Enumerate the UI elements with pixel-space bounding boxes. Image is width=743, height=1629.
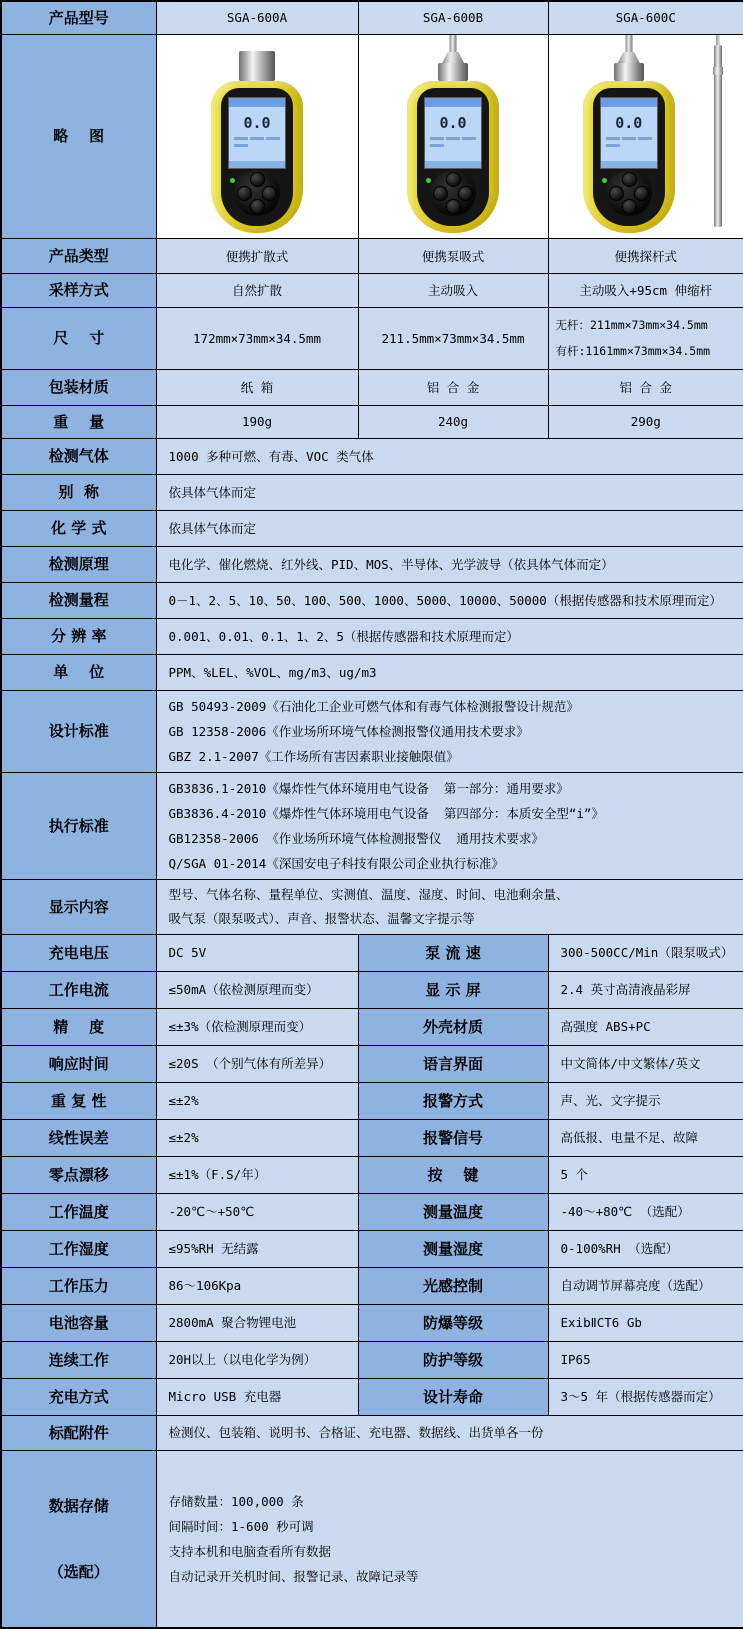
weight-a: 190g — [156, 405, 358, 438]
screen-header-bar — [425, 98, 481, 107]
spec-label-measure-humidity: 测量湿度 — [358, 1230, 548, 1267]
resolution-value: 0.001、0.01、0.1、1、2、5（根据传感器和技术原理而定） — [156, 618, 743, 654]
device-body — [407, 81, 499, 233]
device-image-sga-600a — [198, 37, 316, 235]
spec-label-alarm-mode: 报警方式 — [358, 1082, 548, 1119]
design-life-value: 3～5 年（根据传感器而定） — [548, 1378, 743, 1415]
screen-detail-rows — [601, 132, 657, 151]
response-time-value: ≤20S （个别气体有所差异） — [156, 1045, 358, 1082]
keypad-button — [634, 186, 649, 201]
work-current-value: ≤50mA（依检测原理而变） — [156, 971, 358, 1008]
screen-detail-rows — [229, 132, 285, 151]
explosion-proof-value: ExibⅡCT6 Gb — [548, 1304, 743, 1341]
screen-footer-bar — [425, 161, 481, 168]
model-name-c: SGA-600C — [548, 1, 743, 34]
sampling-a: 自然扩散 — [156, 273, 358, 307]
spec-label-gas: 检测气体 — [1, 438, 156, 474]
keypad-button — [250, 199, 265, 214]
spec-label-alias: 别 称 — [1, 474, 156, 510]
device-screen — [424, 97, 482, 169]
shell-material-value: 高强度 ABS+PC — [548, 1008, 743, 1045]
principle-value: 电化学、催化燃烧、红外线、PID、MOS、半导体、光学波导（依具体气体而定） — [156, 546, 743, 582]
keys-value: 5 个 — [548, 1156, 743, 1193]
keypad-button — [250, 172, 265, 187]
product-photo-cell-b — [358, 34, 548, 238]
rod-tip — [716, 34, 720, 45]
spec-label-sketch: 略 图 — [1, 34, 156, 238]
device-front-panel — [417, 88, 489, 226]
sensor-cap — [438, 63, 468, 81]
spec-label-design-standard: 设计标准 — [1, 690, 156, 772]
spec-label-repeatability: 重 复 性 — [1, 1082, 156, 1119]
size-b: 211.5mm×73mm×34.5mm — [358, 307, 548, 369]
keypad-button — [622, 172, 637, 187]
screen-reading: 0.0 — [439, 114, 467, 132]
product-type-a: 便携扩散式 — [156, 238, 358, 273]
design-standard-value: GB 50493-2009《石油化工企业可燃气体和有毒气体检测报警设计规范》 GB 12358-2006《作业场所环境气体检测报警仪通用技术要求》 GBZ 2.1-2007《工作场所有害因素职业接触限值》 — [156, 690, 743, 772]
spec-label-product-type: 产品类型 — [1, 238, 156, 273]
gas-value: 1000 多种可燃、有毒、VOC 类气体 — [156, 438, 743, 474]
spec-label-work-current: 工作电流 — [1, 971, 156, 1008]
screen-footer-bar — [601, 161, 657, 168]
keypad-button — [262, 186, 277, 201]
spec-label-range: 检测量程 — [1, 582, 156, 618]
spec-label-data-storage: 数据存储 （选配） — [1, 1450, 156, 1628]
work-humidity-value: ≤95%RH 无结露 — [156, 1230, 358, 1267]
spec-label-accuracy: 精 度 — [1, 1008, 156, 1045]
spec-label-unit: 单 位 — [1, 654, 156, 690]
pump-probe-tube — [450, 34, 457, 52]
probe-cone — [618, 52, 640, 63]
spec-label-explosion-proof: 防爆等级 — [358, 1304, 548, 1341]
screen-header-bar — [229, 98, 285, 107]
spec-label-alarm-signal: 报警信号 — [358, 1119, 548, 1156]
linearity-error-value: ≤±2% — [156, 1119, 358, 1156]
spec-label-principle: 检测原理 — [1, 546, 156, 582]
alarm-mode-value: 声、光、文字提示 — [548, 1082, 743, 1119]
spec-label-keys: 按 键 — [358, 1156, 548, 1193]
spec-label-shell-material: 外壳材质 — [358, 1008, 548, 1045]
spec-label-linearity-error: 线性误差 — [1, 1119, 156, 1156]
spec-label-pump-flow: 泵 流 速 — [358, 934, 548, 971]
packing-a: 纸 箱 — [156, 369, 358, 405]
device-front-panel — [221, 88, 293, 226]
probe-cone — [442, 52, 464, 63]
device-body — [211, 81, 303, 233]
continuous-work-value: 20H以上（以电化学为例） — [156, 1341, 358, 1378]
rod-collar — [713, 67, 723, 75]
packing-b: 铝 合 金 — [358, 369, 548, 405]
model-name-b: SGA-600B — [358, 1, 548, 34]
spec-label-response-time: 响应时间 — [1, 1045, 156, 1082]
screen-detail-rows — [425, 132, 481, 151]
spec-label-accessories: 标配附件 — [1, 1415, 156, 1450]
spec-label-continuous-work: 连续工作 — [1, 1341, 156, 1378]
spec-label-charge-voltage: 充电电压 — [1, 934, 156, 971]
device-keypad — [234, 170, 280, 216]
model-name-a: SGA-600A — [156, 1, 358, 34]
charge-voltage-value: DC 5V — [156, 934, 358, 971]
spec-label-charge-mode: 充电方式 — [1, 1378, 156, 1415]
spec-label-packing: 包装材质 — [1, 369, 156, 405]
product-photo-cell-a — [156, 34, 358, 238]
screen-footer-bar — [229, 161, 285, 168]
range-value: 0－1、2、5、10、50、100、500、1000、5000、10000、50000（根据传感器和技术原理而定） — [156, 582, 743, 618]
screen-reading: 0.0 — [243, 114, 271, 132]
language-value: 中文简体/中文繁体/英文 — [548, 1045, 743, 1082]
keypad-button — [446, 199, 461, 214]
spec-label-formula: 化 学 式 — [1, 510, 156, 546]
charge-mode-value: Micro USB 充电器 — [156, 1378, 358, 1415]
device-keypad — [606, 170, 652, 216]
spec-label-protection-grade: 防护等级 — [358, 1341, 548, 1378]
device-image-sga-600b — [394, 37, 512, 235]
light-sensing-value: 自动调节屏幕亮度（选配） — [548, 1267, 743, 1304]
zero-drift-value: ≤±1%（F.S/年） — [156, 1156, 358, 1193]
device-screen — [228, 97, 286, 169]
spec-label-battery: 电池容量 — [1, 1304, 156, 1341]
spec-label-work-pressure: 工作压力 — [1, 1267, 156, 1304]
device-front-panel — [593, 88, 665, 226]
measure-humidity-value: 0-100%RH （选配） — [548, 1230, 743, 1267]
packing-c: 铝 合 金 — [548, 369, 743, 405]
spec-label-design-life: 设计寿命 — [358, 1378, 548, 1415]
product-photo-cell-c — [548, 34, 743, 238]
data-storage-value: 存储数量：100,000 条 间隔时间：1-600 秒可调 支持本机和电脑查看所有数据 自动记录开关机时间、报警记录、故障记录等 — [156, 1450, 743, 1628]
exec-standard-value: GB3836.1-2010《爆炸性气体环境用电气设备 第一部分：通用要求》 GB3836.4-2010《爆炸性气体环境用电气设备 第四部分：本质安全型“i”》 GB12358-2006 《作业场所环境气体检测报警仪 通用技术要求》 Q/SGA 01-2014《深国安电子科技有限公司企业执行标准》 — [156, 772, 743, 879]
keypad-button — [433, 186, 448, 201]
protection-grade-value: IP65 — [548, 1341, 743, 1378]
keypad-button — [237, 186, 252, 201]
spec-label-light-sensing: 光感控制 — [358, 1267, 548, 1304]
spec-label-size: 尺 寸 — [1, 307, 156, 369]
pump-flow-value: 300-500CC/Min（限泵吸式） — [548, 934, 743, 971]
spec-label-language: 语言界面 — [358, 1045, 548, 1082]
size-a: 172mm×73mm×34.5mm — [156, 307, 358, 369]
sampling-b: 主动吸入 — [358, 273, 548, 307]
keypad-button — [609, 186, 624, 201]
sensor-cap — [614, 63, 644, 81]
repeatability-value: ≤±2% — [156, 1082, 358, 1119]
spec-label-display-content: 显示内容 — [1, 879, 156, 934]
device-body — [583, 81, 675, 233]
spec-label-resolution: 分 辨 率 — [1, 618, 156, 654]
device-keypad — [430, 170, 476, 216]
spec-label-exec-standard: 执行标准 — [1, 772, 156, 879]
device-image-sga-600c — [570, 37, 688, 235]
work-pressure-value: 86～106Kpa — [156, 1267, 358, 1304]
screen-reading: 0.0 — [615, 114, 643, 132]
spec-label-work-temp: 工作温度 — [1, 1193, 156, 1230]
sensor-cap — [239, 51, 275, 81]
spec-label-measure-temp: 测量温度 — [358, 1193, 548, 1230]
keypad-button — [622, 199, 637, 214]
spec-label-work-humidity: 工作湿度 — [1, 1230, 156, 1267]
spec-label-zero-drift: 零点漂移 — [1, 1156, 156, 1193]
sampling-c: 主动吸入+95cm 伸缩杆 — [548, 273, 743, 307]
weight-b: 240g — [358, 405, 548, 438]
accuracy-value: ≤±3%（依检测原理而变） — [156, 1008, 358, 1045]
size-c: 无杆：211mm×73mm×34.5mm 有杆:1161mm×73mm×34.5mm — [548, 307, 743, 369]
alarm-signal-value: 高低报、电量不足、故障 — [548, 1119, 743, 1156]
display-screen-value: 2.4 英寸高清液晶彩屏 — [548, 971, 743, 1008]
measure-temp-value: -40～+80℃ （选配） — [548, 1193, 743, 1230]
display-content-value: 型号、气体名称、量程单位、实测值、温度、湿度、时间、电池剩余量、 吸气泵（限泵吸式）、声音、报警状态、温馨文字提示等 — [156, 879, 743, 934]
product-type-c: 便携探杆式 — [548, 238, 743, 273]
alias-value: 依具体气体而定 — [156, 474, 743, 510]
pump-probe-tube — [625, 34, 632, 52]
spec-label-model: 产品型号 — [1, 1, 156, 34]
device-screen — [600, 97, 658, 169]
work-temp-value: -20℃～+50℃ — [156, 1193, 358, 1230]
formula-value: 依具体气体而定 — [156, 510, 743, 546]
product-type-b: 便携泵吸式 — [358, 238, 548, 273]
spec-label-weight: 重 量 — [1, 405, 156, 438]
accessories-value: 检测仪、包装箱、说明书、合格证、充电器、数据线、出货单各一份 — [156, 1415, 743, 1450]
unit-value: PPM、%LEL、%VOL、mg/m3、ug/m3 — [156, 654, 743, 690]
screen-header-bar — [601, 98, 657, 107]
spec-label-display-screen: 显 示 屏 — [358, 971, 548, 1008]
battery-value: 2800mA 聚合物锂电池 — [156, 1304, 358, 1341]
weight-c: 290g — [548, 405, 743, 438]
keypad-button — [458, 186, 473, 201]
telescopic-rod-image — [714, 45, 722, 227]
keypad-button — [446, 172, 461, 187]
spec-label-sampling: 采样方式 — [1, 273, 156, 307]
